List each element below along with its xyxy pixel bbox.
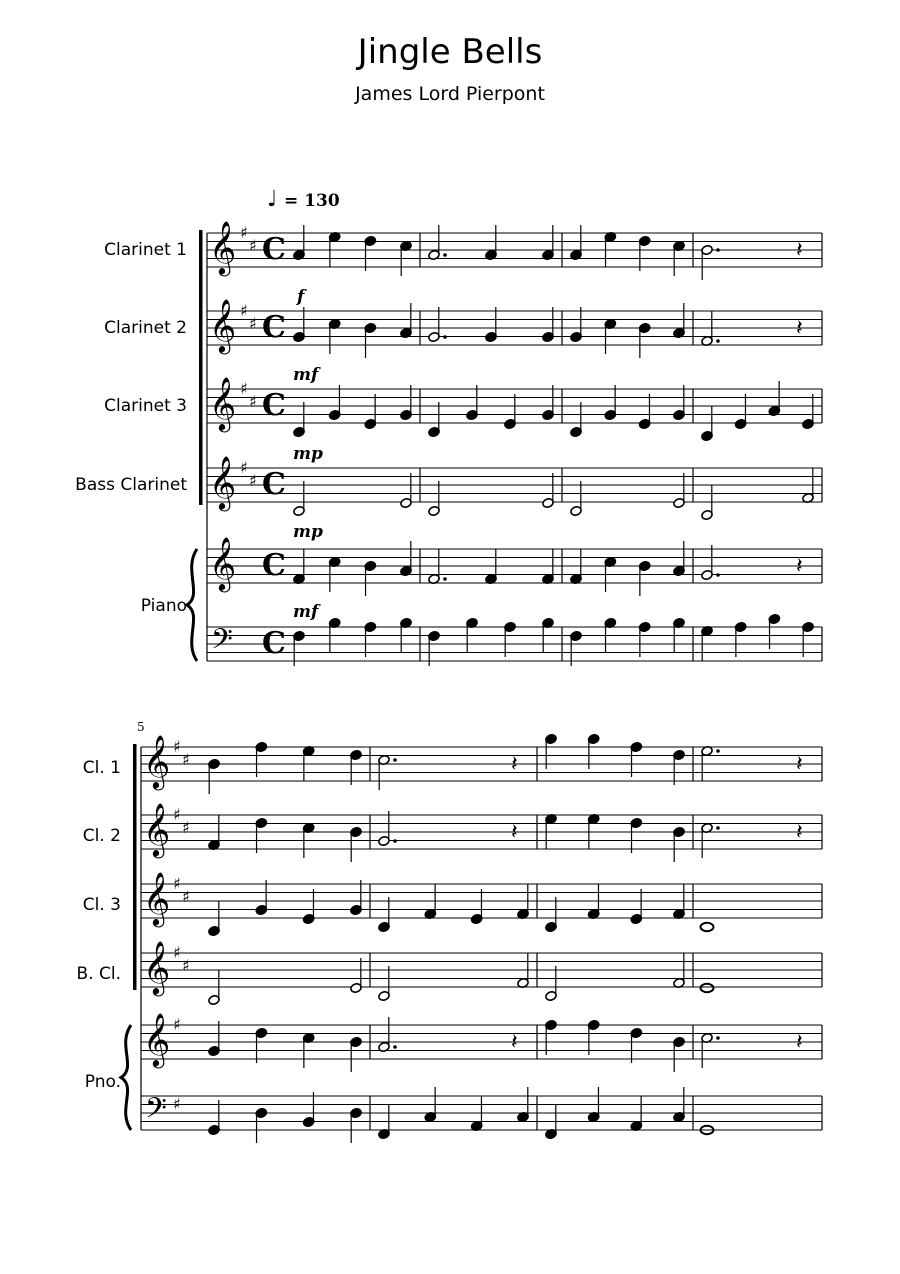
ensemble-bracket	[133, 744, 137, 990]
dot	[716, 339, 720, 343]
quarter-rest: 𝄽	[796, 752, 803, 777]
dynamic-clarinet-3: mf	[293, 365, 319, 385]
sharp-sign: ♯	[173, 805, 181, 824]
quarter-rest: 𝄽	[511, 820, 518, 845]
dot	[443, 577, 447, 581]
sharp-sign: ♯	[182, 886, 190, 906]
sharp-sign: ♯	[182, 749, 190, 769]
dynamic-bass-clarinet: mp	[293, 444, 323, 464]
quarter-rest: 𝄽	[796, 238, 803, 263]
dot	[443, 335, 447, 339]
sharp-sign: ♯	[173, 737, 181, 756]
sharp-sign: ♯	[249, 391, 257, 411]
time-signature: C	[262, 232, 286, 267]
dot	[716, 248, 720, 252]
time-signature: C	[262, 548, 286, 583]
time-signature: C	[262, 388, 286, 423]
sharp-sign: ♯	[249, 313, 257, 333]
sharp-sign: ♯	[240, 223, 248, 242]
sharp-sign: ♯	[182, 955, 190, 975]
treble-clef: 𝄞	[143, 802, 171, 856]
notation-layer	[121, 220, 822, 1143]
dot	[716, 826, 720, 830]
staff-label-clarinet-3: Clarinet 3	[104, 396, 187, 416]
bass-clef: 𝄢	[145, 1092, 167, 1132]
treble-clef: 𝄞	[143, 940, 171, 994]
dynamic-clarinet-2: f	[297, 287, 305, 307]
treble-clef: 𝄞	[143, 871, 171, 925]
whole-note	[701, 984, 714, 992]
piano-brace	[121, 1025, 131, 1130]
dynamic-piano-rh: mp	[293, 522, 323, 542]
dynamic-piano-lh: mf	[293, 602, 319, 622]
time-signature: C	[262, 467, 286, 502]
treble-clef: 𝄞	[209, 298, 237, 352]
piano-brace	[187, 549, 197, 661]
staff-label-b-cl: B. Cl.	[76, 964, 121, 984]
dot	[393, 1045, 397, 1049]
quarter-rest: 𝄽	[796, 316, 803, 341]
sharp-sign: ♯	[240, 301, 248, 320]
treble-clef: 𝄞	[209, 455, 237, 509]
whole-note	[701, 923, 714, 931]
sharp-sign: ♯	[173, 1015, 181, 1034]
sharp-sign: ♯	[173, 1094, 181, 1114]
sharp-sign: ♯	[240, 379, 248, 398]
sharp-sign: ♯	[249, 470, 257, 490]
dot	[716, 1036, 720, 1040]
time-signature: C	[262, 626, 286, 661]
tempo-text: = 130	[284, 191, 340, 211]
quarter-rest: 𝄽	[511, 1030, 518, 1055]
quarter-rest: 𝄽	[796, 1030, 803, 1055]
quarter-rest: 𝄽	[511, 752, 518, 777]
sharp-sign: ♯	[249, 235, 257, 255]
score-title: Jingle Bells	[357, 32, 543, 72]
treble-clef: 𝄞	[209, 376, 237, 430]
dot	[393, 839, 397, 843]
sharp-sign: ♯	[182, 817, 190, 837]
treble-clef: 𝄞	[143, 1012, 171, 1066]
sharp-sign: ♯	[173, 943, 181, 962]
dot	[716, 573, 720, 577]
sharp-sign: ♯	[173, 874, 181, 893]
sharp-sign: ♯	[240, 458, 248, 477]
dot	[443, 253, 447, 257]
staff-label-clarinet-1: Clarinet 1	[104, 240, 187, 260]
tempo-note: ♩	[267, 186, 278, 212]
dot	[716, 749, 720, 753]
staff-label-cl-2: Cl. 2	[82, 826, 121, 846]
composer-name: James Lord Pierpont	[355, 83, 545, 105]
quarter-rest: 𝄽	[796, 554, 803, 579]
measure-number: 5	[137, 720, 145, 734]
staff-label-pno: Pno.	[84, 1072, 121, 1092]
ensemble-bracket	[199, 230, 203, 505]
dot	[393, 758, 397, 762]
time-signature: C	[262, 310, 286, 345]
quarter-rest: 𝄽	[796, 820, 803, 845]
staff-label-cl-3: Cl. 3	[82, 895, 121, 915]
staff-label-clarinet-2: Clarinet 2	[104, 318, 187, 338]
staff-label-piano: Piano	[140, 596, 187, 616]
treble-clef: 𝄞	[209, 220, 237, 274]
treble-clef: 𝄞	[209, 536, 237, 590]
staff-label-bass-clarinet: Bass Clarinet	[75, 475, 187, 495]
bass-clef: 𝄢	[211, 623, 233, 663]
treble-clef: 𝄞	[143, 734, 171, 788]
staff-label-cl-1: Cl. 1	[82, 758, 121, 778]
